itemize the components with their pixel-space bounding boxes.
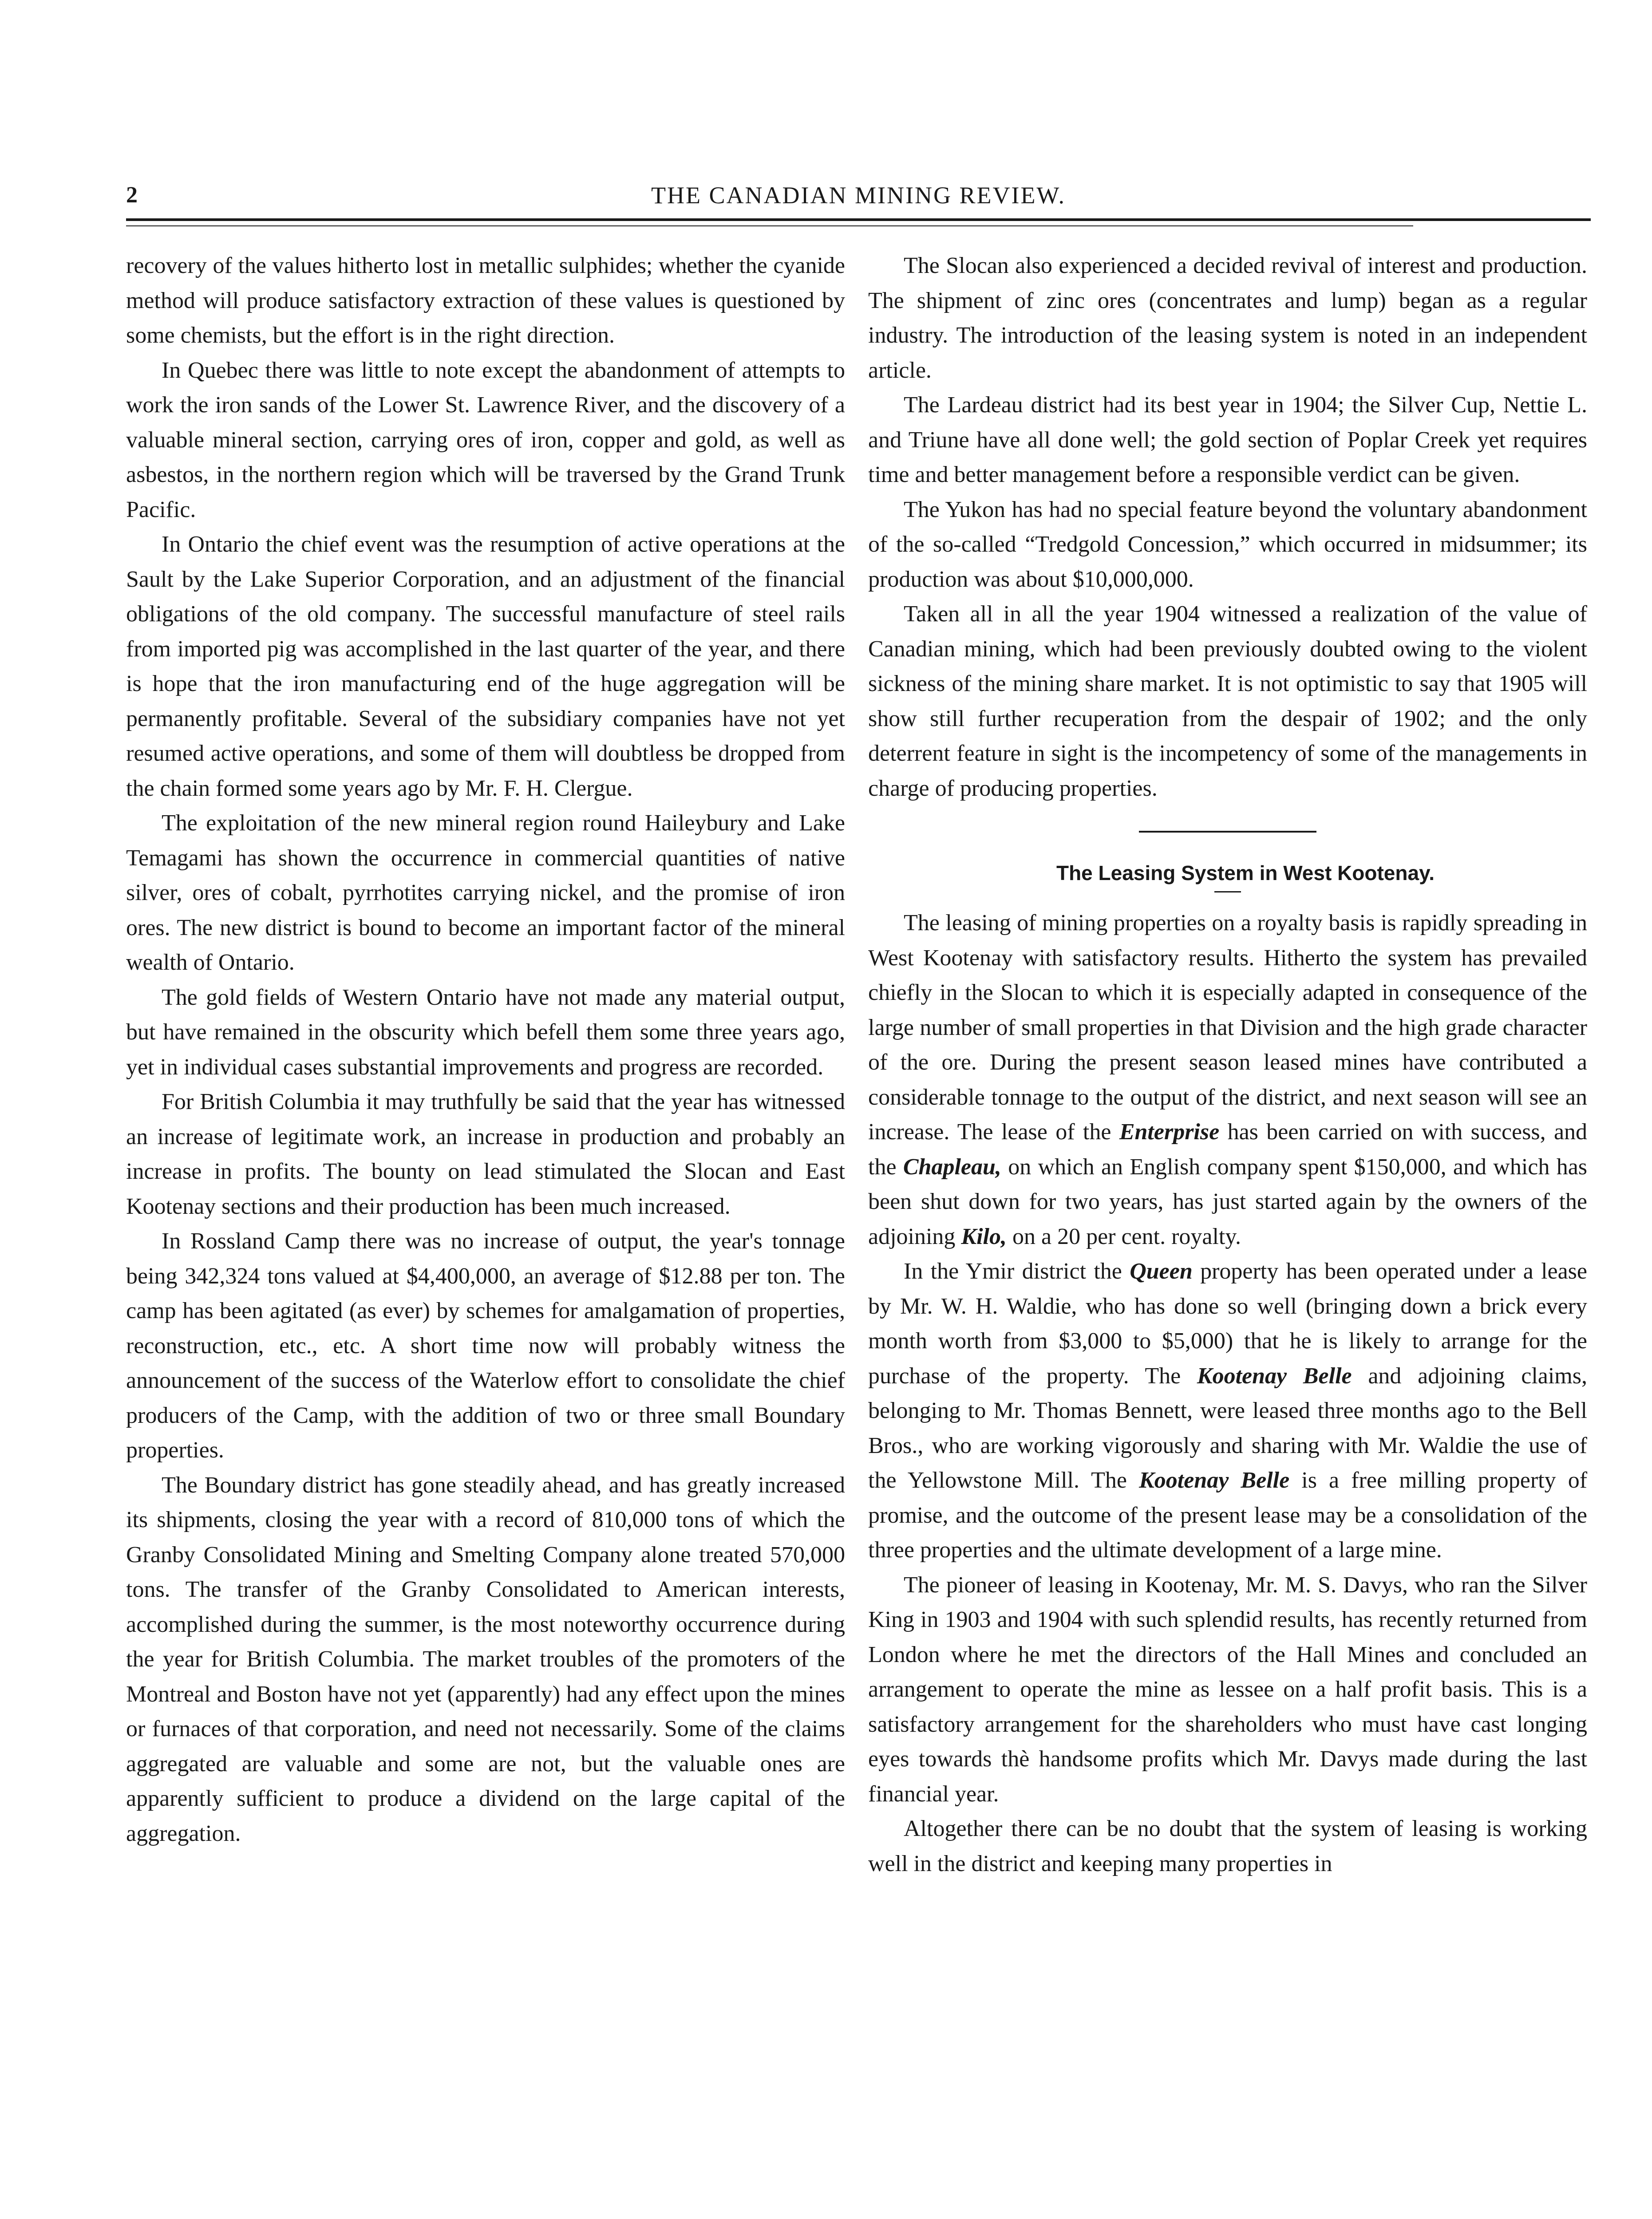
paragraph: The gold fields of Western Ontario have not made any material output, but have remained in the obscurity which befell them some three years ago, yet in individual cases substantial improvements and progress are recorded. xyxy=(126,984,845,1080)
text-run: on which an English company spent $150,000, and which has been shut down for two years, has just started again by the owners of the adjoining xyxy=(868,1154,1588,1249)
mine-name: Chapleau, xyxy=(903,1154,1001,1180)
right-column xyxy=(868,249,1587,1881)
mine-name: Enterprise xyxy=(1119,1119,1220,1145)
paragraph: Taken all in all the year 1904 witnessed a realization of the value of Canadian mining, which had been previously doubted owing to the violent sickness of the mining share market. It is not optimistic to say that 1905 will show still further recuperation from the despair of 1902; and the only deterrent feature in sight is the incompetency of some of the managements in charge of producing properties. xyxy=(868,601,1587,801)
paragraph: The Lardeau district had its best year in 1904; the Silver Cup, Nettie L. and Triune have all done well; the gold section of Poplar Creek yet requires time and better management before a responsible verdict can be given. xyxy=(868,392,1587,487)
running-title: THE CANADIAN MINING REVIEW. xyxy=(651,182,1066,209)
paragraph: In Rossland Camp there was no increase of output, the year's tonnage being 342,324 tons valued at $4,400,000, an average of $12.88 per ton. The camp has been agitated (as ever) by schemes for amalgamation of properties, reconstruction, etc., etc. A short time now will probably witness the announcement of the success of the Waterlow effort to consolidate the chief producers of the Camp, with the addition of two or three small Boundary properties. xyxy=(126,1228,845,1463)
text-run: and adjoining claims, belonging to Mr. Thomas Bennett, were leased three months ago to the Bell Bros., who are working vigorously and sharing with Mr. Waldie the use of the Yellowstone Mill. The xyxy=(868,1363,1587,1493)
paragraph: The pioneer of leasing in Kootenay, Mr. M. S. Davys, who ran the Silver King in 1903 and 1904 with such splendid results, has recently returned from London where he met the directors of the Hall Mines and concluded an arrangement to operate the mine as lessee on a half profit basis. This is a satisfactory arrangement for the shareholders who must have cast longing eyes towards thè handsome profits which Mr. Davys made during the last financial year. xyxy=(868,1572,1587,1807)
paragraph xyxy=(868,906,1587,1254)
header-rule xyxy=(126,218,1591,221)
mine-name: Kootenay Belle xyxy=(1197,1363,1352,1389)
paragraph: Altogether there can be no doubt that the system of leasing is working well in the district and keeping many properties in xyxy=(868,1816,1587,1876)
heading-dash xyxy=(1214,891,1241,892)
text-run: is a free milling property of promise, and the outcome of the present lease may be a consolidation of the three properties and the ultimate development of a large mine. xyxy=(868,1468,1588,1563)
text-run: property has been operated under a lease by Mr. W. H. Waldie, who has done so well (bringing down a brick every month worth from $3,000 to $5,000) that he is likely to arrange for the purchase of the property. The xyxy=(868,1259,1587,1389)
text-run: on a 20 per cent. royalty. xyxy=(1012,1224,1241,1249)
paragraph: For British Columbia it may truthfully be said that the year has witnessed an increase of legitimate work, an increase in production and probably an increase in profits. The bounty on lead stimulated the Slocan and East Kootenay sections and their production has been much increased. xyxy=(126,1089,845,1219)
text-run: The leasing of mining properties on a royalty basis is rapidly spreading in West Kootenay with satisfactory results. Hitherto the system has prevailed chiefly in the Slocan to which it is especially adapted in consequence of the large number of small properties in that Division and the high grade character of the ore. During the present season leased mines have contributed a considerable tonnage to the output of the district, and next season will see an increase. The lease of the xyxy=(868,910,1587,1145)
text-run: has been carried on with success, and the xyxy=(868,1119,1588,1180)
section-heading: The Leasing System in West Kootenay. xyxy=(1056,861,1435,884)
paragraph: The exploitation of the new mineral region round Haileybury and Lake Temagami has shown the occurrence in commercial quantities of native silver, ores of cobalt, pyrrhotites carrying nickel, and the promise of iron ores. The new district is bound to become an important factor of the mineral wealth of Ontario. xyxy=(126,810,845,975)
paragraph: The Boundary district has gone steadily ahead, and has greatly increased its shipments, closing the year with a record of 810,000 tons of which the Granby Consolidated Mining and Smelting Company alone treated 570,000 tons. The transfer of the Granby Consolidated to American interests, accomplished during the summer, is the most noteworthy occurrence during the year for British Columbia. The market troubles of the promoters of the Montreal and Boston have not yet (apparently) had any effect upon the mines or furnaces of that corporation, and need not necessarily. Some of the claims aggregated are valuable and some are not, but the valuable ones are apparently sufficient to produce a dividend on the large capital of the aggregation. xyxy=(126,1472,845,1846)
page-number: 2 xyxy=(126,182,138,208)
mine-name: Kootenay Belle xyxy=(1139,1468,1290,1493)
page-header xyxy=(126,178,1591,213)
section-divider xyxy=(1139,831,1316,833)
mine-name: Kilo, xyxy=(961,1224,1007,1249)
left-column xyxy=(126,249,845,1851)
header-rule-thin xyxy=(126,225,1413,226)
paragraph: In Ontario the chief event was the resumption of active operations at the Sault by the Lake Superior Corporation, and an adjustment of the financial obligations of the old company. The successful manufacture of steel rails from imported pig was accomplished in the last quarter of the year, and there is hope that the iron manufacturing end of the huge aggregation will be permanently profitable. Several of the subsidiary companies have not yet resumed active operations, and some of them will doubtless be dropped from the chain formed some years ago by Mr. F. H. Clergue. xyxy=(126,532,845,801)
paragraph xyxy=(868,1254,1587,1568)
paragraph: The Yukon has had no special feature beyond the voluntary abandonment of the so-called “Tredgold Concession,” which occurred in midsummer; its production was about $10,000,000. xyxy=(868,497,1587,592)
paragraph: The Slocan also experienced a decided revival of interest and production. The shipment of zinc ores (concentrates and lump) began as a regular industry. The introduction of the leasing system is noted in an independent article. xyxy=(868,253,1587,383)
mine-name: Queen xyxy=(1130,1259,1193,1284)
paragraph: recovery of the values hitherto lost in metallic sulphides; whether the cyanide method will produce satisfactory extraction of these values is questioned by some chemists, but the effort is in the right direction. xyxy=(126,253,845,348)
text-run: In the Ymir district the xyxy=(904,1259,1122,1284)
paragraph: In Quebec there was little to note except the abandonment of attempts to work the iron sands of the Lower St. Lawrence River, and the discovery of a valuable mineral section, carrying ores of iron, copper and gold, as well as asbestos, in the northern region which will be traversed by the Grand Trunk Pacific. xyxy=(126,357,845,522)
